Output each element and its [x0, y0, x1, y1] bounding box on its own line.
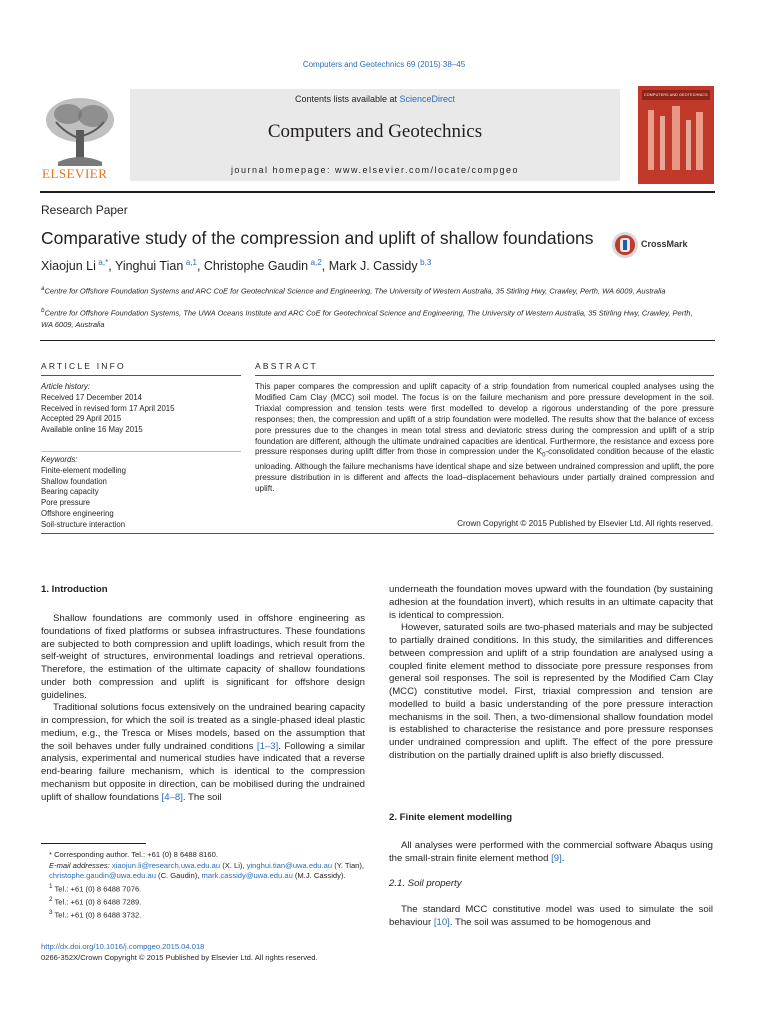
reference-link[interactable]: [1–3] — [256, 740, 279, 752]
paragraph — [41, 702, 365, 804]
paragraph-part: . The soil — [182, 791, 222, 803]
abstract-copyright: Crown Copyright © 2015 Published by Elsevier Ltd. All rights reserved. — [457, 519, 713, 528]
paragraph-part: . Following a similar analysis, experimental and numerical studies have indicated that a reverse end-bearing failure mechanism, which is identical to the compression mechanism but opposite in direction, can be mobilised during the undrained uplift of shallow foundations — [41, 740, 365, 803]
keywords-label: Keywords: — [41, 455, 78, 464]
article-info-heading: ARTICLE INFO — [41, 361, 126, 371]
footnote-emails — [41, 861, 366, 882]
keyword-item: Finite-element modelling — [41, 465, 126, 475]
history-label: Article history: — [41, 382, 90, 391]
email-link[interactable]: yinghui.tian@uwa.edu.au — [246, 860, 333, 870]
history-item: Accepted 29 April 2015 — [41, 414, 122, 424]
sciencedirect-link[interactable]: ScienceDirect — [399, 94, 456, 104]
abstract-rule — [255, 375, 714, 376]
abstract-bottom-rule — [41, 533, 714, 534]
cover-title: COMPUTERS AND GEOTECHNICS — [644, 93, 708, 97]
article-title: Comparative study of the compression and uplift of shallow foundations — [41, 228, 594, 248]
keyword-item: Shallow foundation — [41, 476, 107, 486]
author-name[interactable]: Mark J. Cassidy — [328, 259, 418, 274]
paragraph: However, saturated soils are two-phased materials and may be subjected to partially drained conditions. In this study, the similarities and differences between compression and uplift of a strip foundation are analysed using a coupled finite element method to dissociate pore pressure responses from general soil responses. The soil is represented by the Modified Cam Clay (MCC) constitutive model. First, triaxial compression and tension are modelled to build a basic understanding of the pore pressure interaction mechanisms in the soil. Then, a two-dimensional shallow foundation model is established to characterise the resistance and pore pressure responses under undrained compression and uplift. The effect of the pore pressure distribution on the partially drained uplift is also briefly discussed. — [389, 622, 713, 761]
paragraph-part: . — [561, 852, 565, 864]
affiliation-b — [41, 305, 701, 330]
doi-link[interactable]: http://dx.doi.org/10.1016/j.compgeo.2015.04.018 — [41, 942, 205, 951]
affiliation-text: Centre for Offshore Foundation Systems and ARC CoE for Geotechnical Science and Engineering, The University of Western Australia, 35 Stirling Hwy, Crawley, Perth, WA 6009, Australia — [44, 286, 666, 296]
section-1-heading: 1. Introduction — [41, 584, 108, 595]
crossmark-badge[interactable] — [611, 231, 711, 259]
left-column — [41, 613, 365, 804]
journal-homepage-link[interactable]: journal homepage: www.elsevier.com/locate/compgeo — [230, 165, 520, 175]
article-info-rule — [41, 375, 241, 376]
reference-link[interactable]: [9] — [551, 852, 562, 864]
author-name[interactable]: Yinghui Tian — [114, 259, 184, 274]
subsection-2-1-text — [389, 904, 713, 930]
footnote-text: Tel.: +61 (0) 8 6488 7076. — [54, 884, 142, 894]
footnote-mark: 2 — [49, 895, 53, 903]
author-name[interactable]: Christophe Gaudin — [203, 259, 309, 274]
elsevier-wordmark: ELSEVIER — [42, 166, 108, 181]
footnote-mark: 1 — [49, 882, 53, 890]
journal-cover-icon — [638, 86, 714, 184]
article-history — [41, 382, 241, 436]
section-2-text — [389, 840, 713, 866]
keyword-item: Pore pressure — [41, 498, 90, 508]
author-separator: , — [321, 259, 329, 274]
history-item: Available online 16 May 2015 — [41, 425, 143, 435]
right-column — [389, 584, 713, 763]
footnote-text: Tel.: +61 (0) 8 6488 3732. — [54, 910, 142, 920]
paragraph — [389, 840, 713, 866]
keywords-list — [41, 455, 241, 531]
abstract-text — [255, 382, 714, 495]
paragraph-part: . The soil was assumed to be homogenous and — [449, 916, 651, 928]
footnotes — [41, 850, 366, 921]
title-rule — [40, 340, 715, 341]
footnote-2 — [41, 895, 366, 908]
footnote-text: Corresponding author. Tel.: +61 (0) 8 6488 8160. — [54, 850, 218, 859]
k0-subscript: 0 — [542, 453, 546, 460]
author-name[interactable]: Xiaojun Li — [41, 259, 96, 274]
email-link[interactable]: christophe.gaudin@uwa.edu.au — [49, 871, 156, 881]
affiliation-mark: a — [41, 285, 45, 292]
paragraph — [389, 904, 713, 930]
citation-link[interactable]: Computers and Geotechnics 69 (2015) 38–45 — [302, 60, 466, 69]
elsevier-logo[interactable] — [38, 92, 122, 182]
affiliation-mark: b — [41, 307, 45, 314]
email-label: E-mail addresses: — [49, 860, 110, 870]
abstract-part: -consolidated condition because of the elastic unloading. Although the failure mechanisms have identical shape and size between undrained compression and uplift, the pore pressure distribution in is different and affects the load–displacement behaviours under partially drained compression and uplift. — [255, 447, 714, 493]
author-list — [41, 258, 431, 273]
author-affiliation-mark[interactable]: a,1 — [185, 258, 197, 267]
crossmark-label: CrossMark — [641, 239, 688, 249]
history-item: Received 17 December 2014 — [41, 392, 142, 402]
author-separator: , — [108, 259, 115, 274]
email-owner: (C. Gaudin), — [155, 871, 202, 881]
footnote-3 — [41, 908, 366, 921]
footnote-1 — [41, 882, 366, 895]
footnote-text: Tel.: +61 (0) 8 6488 7289. — [54, 897, 142, 907]
reference-link[interactable]: [10] — [433, 916, 450, 928]
email-owner: (Y. Tian), — [332, 860, 365, 870]
email-link[interactable]: mark.cassidy@uwa.edu.au — [201, 871, 293, 881]
header-rule — [40, 191, 715, 193]
paragraph: Shallow foundations are commonly used in offshore engineering as foundations of fixed platforms or subsea infrastructures. These foundations are subjected to both compression and uplift loadings, which result from the self-weight of structures, environmental loadings and retrieval operations. Therefore, the estimation of the ultimate capacity of shallow foundations under both compression and uplift is significant for offshore design guidelines. — [41, 613, 365, 701]
paragraph-part: Traditional solutions focus extensively on the undrained bearing capacity in compression, for which the soil is treated as a single-phased ideal plastic medium, e.g., the Tresca or Mises models, based on the assumption that the soil behaves under fully undrained conditions — [41, 702, 365, 752]
crossmark-icon — [611, 231, 639, 259]
abstract-heading: ABSTRACT — [255, 361, 318, 371]
journal-title: Computers and Geotechnics — [267, 121, 483, 142]
history-item: Received in revised form 17 April 2015 — [41, 403, 175, 413]
keywords-rule — [41, 451, 241, 452]
affiliation-text: Centre for Offshore Foundation Systems, The UWA Oceans Institute and ARC CoE for Geotechnical Science and Engineering, The University of Western Australia, 35 Stirling Hwy, Crawley, Perth, WA 6009, Australia — [41, 308, 693, 329]
paragraph-part: The standard MCC constitutive model was used to simulate the soil behaviour — [389, 904, 713, 928]
paragraph: underneath the foundation moves upward with the foundation (by sustaining adhesion at the foundation invert), which results in an ultimate capacity that is identical to compression. — [389, 584, 713, 621]
subsection-2-1-heading: 2.1. Soil property — [389, 878, 462, 889]
journal-cover-image[interactable] — [638, 86, 714, 184]
article-type: Research Paper — [41, 203, 128, 217]
contents-line — [130, 94, 620, 104]
author-affiliation-mark[interactable]: b,3 — [420, 258, 432, 267]
section-2-heading: 2. Finite element modelling — [389, 812, 513, 823]
email-owner: (X. Li), — [220, 860, 247, 870]
author-separator: , — [196, 259, 204, 274]
contents-prefix: Contents lists available at — [294, 94, 400, 104]
footnote-rule — [41, 843, 146, 844]
keyword-item: Offshore engineering — [41, 508, 114, 518]
footnote-mark: 3 — [49, 909, 53, 917]
affiliation-a — [41, 283, 701, 297]
keyword-item: Soil-structure interaction — [41, 519, 126, 529]
paragraph-part: All analyses were performed with the commercial software Abaqus using the small-strain finite element method — [389, 840, 713, 864]
keyword-item: Bearing capacity — [41, 487, 99, 497]
reference-link[interactable]: [4–8] — [161, 791, 183, 803]
author-affiliation-mark[interactable]: a,* — [98, 258, 109, 267]
email-link[interactable]: xiaojun.li@research.uwa.edu.au — [111, 860, 221, 870]
email-owner: (M.J. Cassidy). — [292, 871, 346, 881]
footnote-corresponding: * Corresponding author. Tel.: +61 (0) 8 6488 8160. — [49, 850, 218, 859]
abstract-part: This paper compares the compression and uplift capacity of a strip foundation from numerical coupled analyses using the Modified Cam Clay (MCC) soil model. The focus is on the failure mechanism and pore pressure development in the soil. Triaxial compression and tension tests were first modelled to develop a rigorous understanding of the pore pressure responses; then, the compression and uplift of a strip foundation were modelled. The results show that the balance of excess pore pressures due to the changes in mean total stress and deviatoric stress during the compression and uplift of a strip foundation are different, although the ultimate undrained capacities are identical. Furthermore, the resistance and excess pore pressure responses during uplift differ from those in compression under the K — [255, 382, 714, 457]
author-affiliation-mark[interactable]: a,2 — [310, 258, 322, 267]
issn-copyright: 0266-352X/Crown Copyright © 2015 Published by Elsevier Ltd. All rights reserved. — [41, 953, 318, 962]
